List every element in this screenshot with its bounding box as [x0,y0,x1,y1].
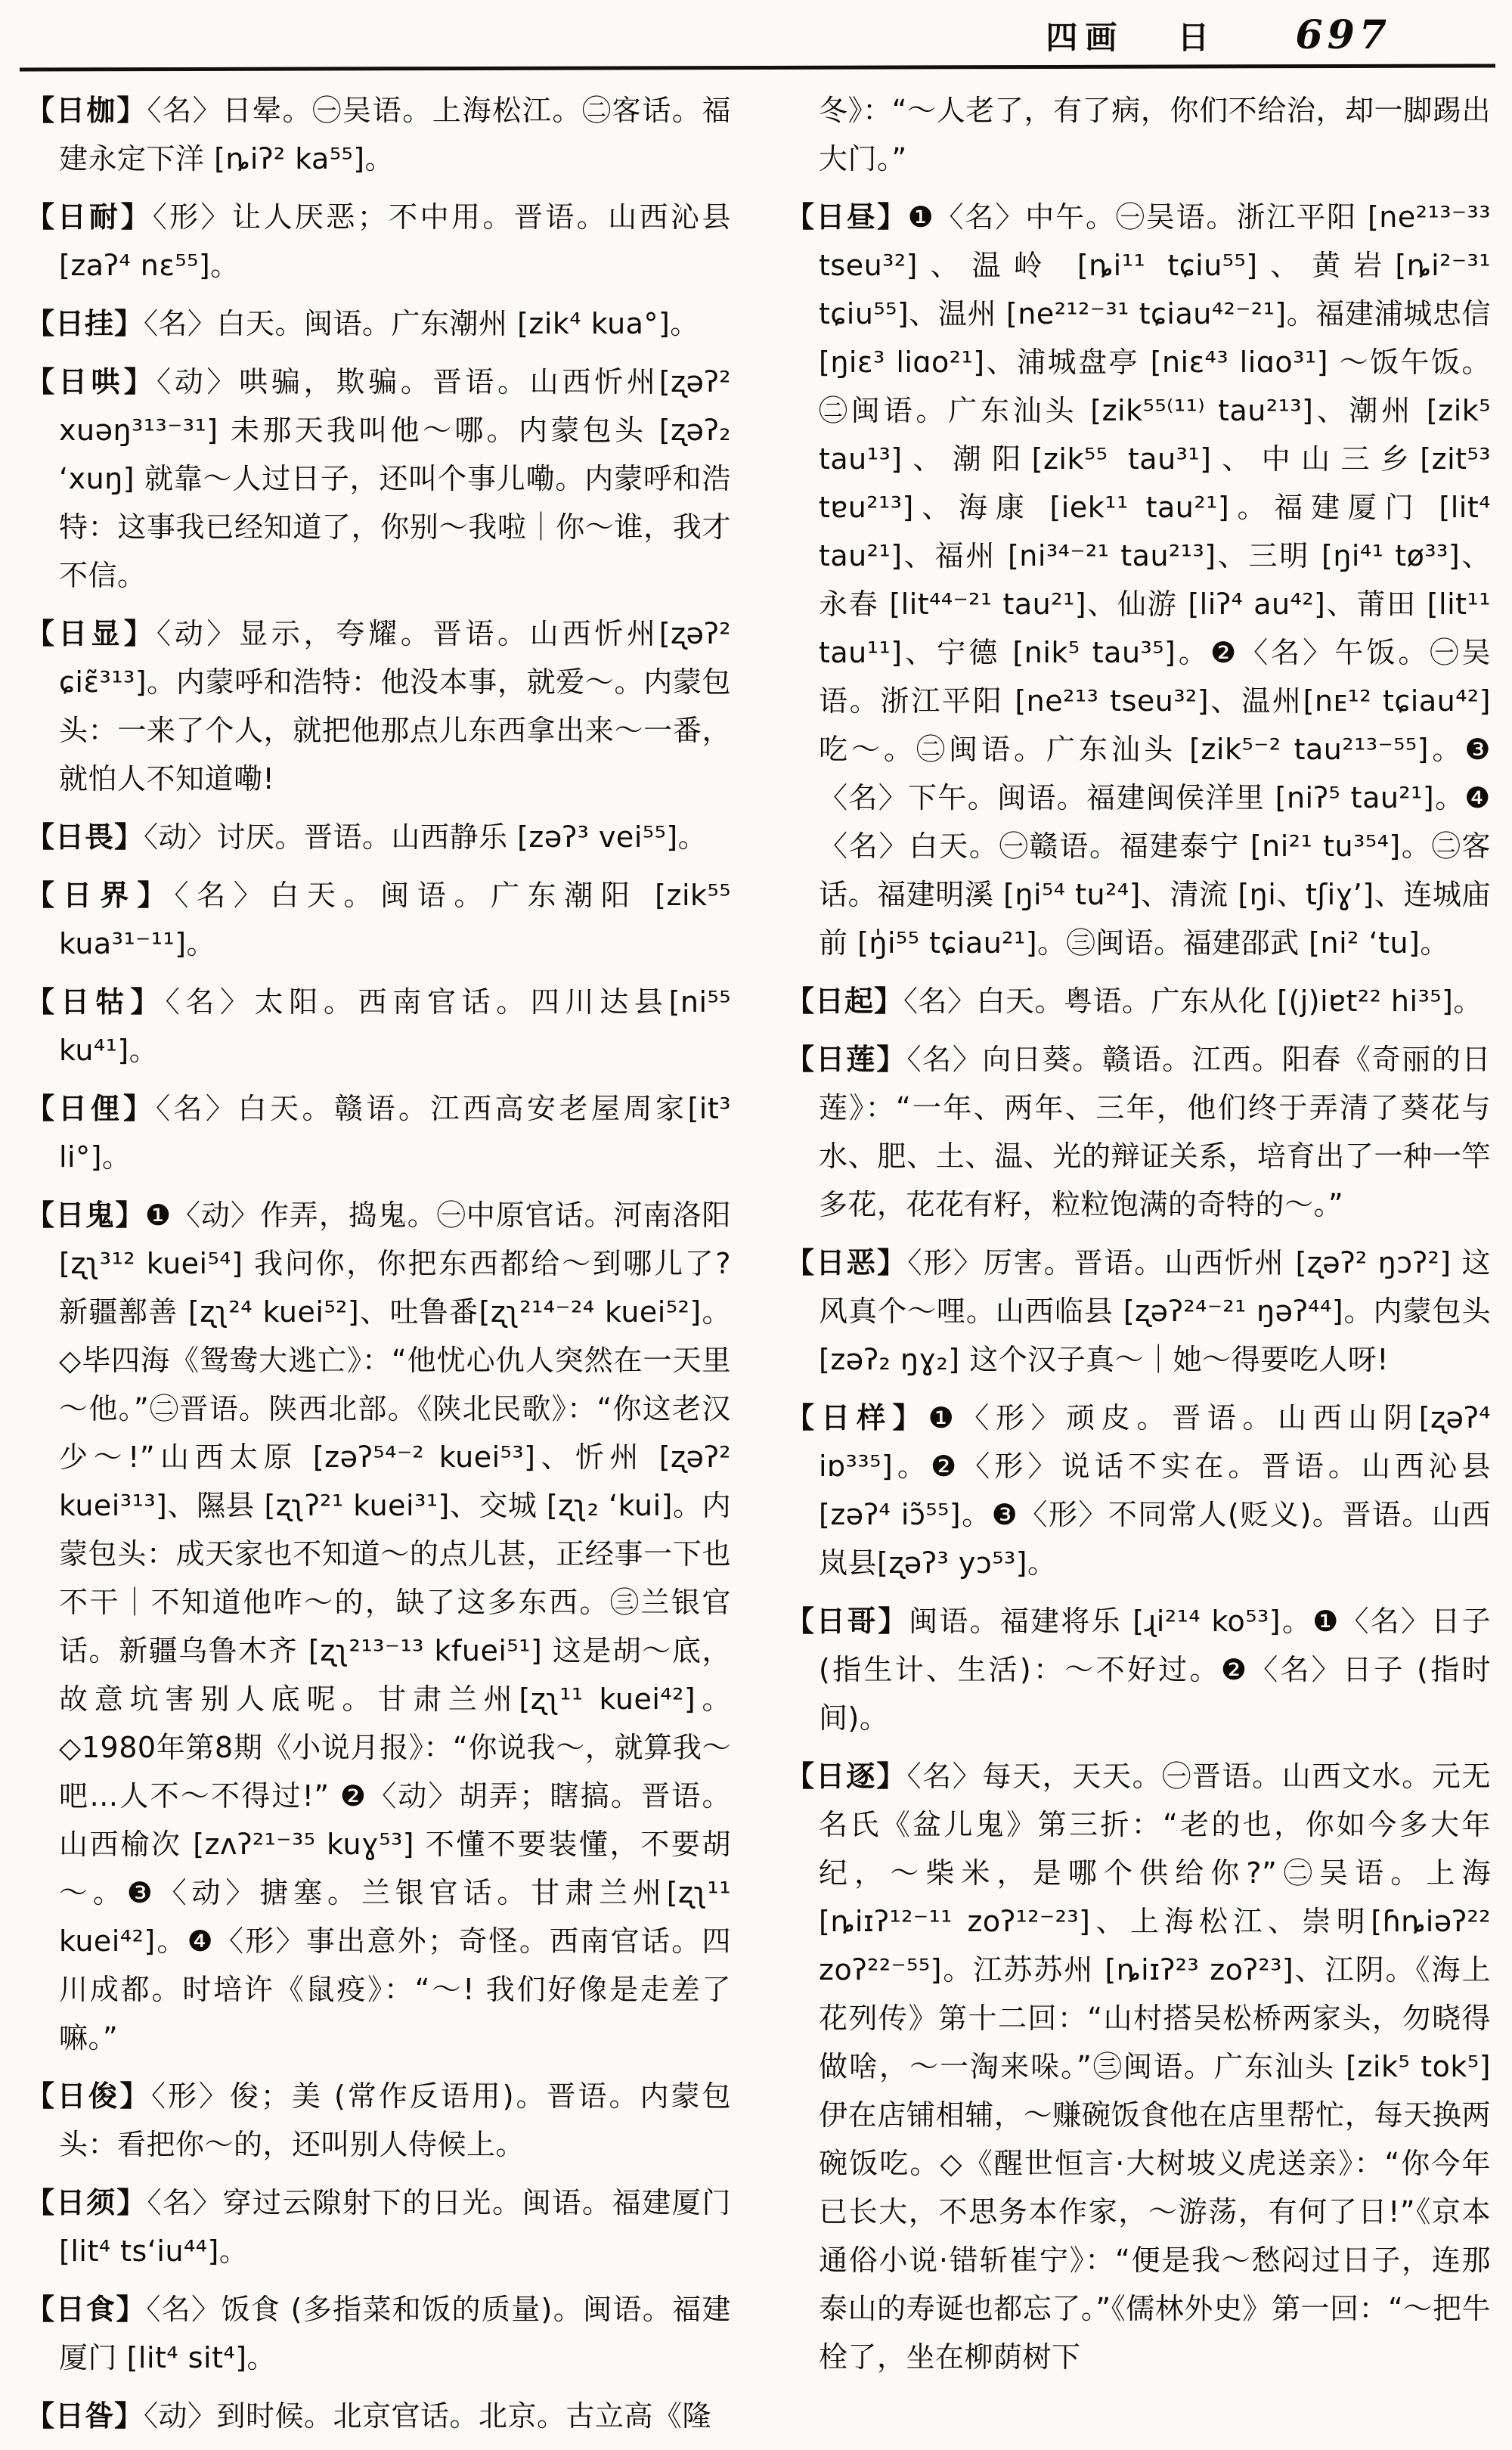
entry-headword: 【日畏】 [26,820,144,854]
dictionary-entry [26,1084,731,1181]
entry-body: 〈名〉向日葵。赣语。江西。阳春《奇丽的日莲》：“一年、两年、三年，他们终于弄清了葵花与水、肥、土、温、光的辩证关系，培育出了一种一竿多花，花花有籽，粒粒饱满的奇特的～。” [819,1043,1491,1221]
column-left [26,86,731,2450]
dictionary-entry [785,1394,1491,1587]
entry-body: ❶〈动〉作弄，捣鬼。㊀中原官话。河南洛阳 [ʐʅ³¹² kuei⁵⁴] 我问你，你把东西都给～到哪儿了? 新疆鄯善 [ʐʅ²⁴ kuei⁵²]、吐鲁番[ʐʅ²¹⁴⁻²⁴ kuei⁵²]。◇毕四海《鸳鸯大逃亡》：“他忧心仇人突然在一天里～他。”㊁晋语。陕西北部。《陕北民歌》：“你这老汉少～!”山西太原 [zəʔ⁵⁴⁻² kuei⁵³]、忻州 [ʐəʔ² kuei³¹³]、隰县 [ʐʅʔ²¹ kuei³¹]、交城 [ʐʅ₂ ʻkui]。内蒙包头：成天家也不知道～的点儿甚，正经事一下也不干｜不知道他咋～的，缺了这多东西。㊂兰银官话。新疆乌鲁木齐 [ʐʅ²¹³⁻¹³ kfuei⁵¹] 这是胡～底，故意坑害别人底呢。甘肃兰州[ʐʅ¹¹ kuei⁴²]。◇1980年第8期《小说月报》：“你说我～，就算我～吧…人不～不得过!” ❷〈动〉胡弄；瞎搞。晋语。山西榆次 [zʌʔ²¹⁻³⁵ kuɣ⁵³] 不懂不要装懂，不要胡～。❸〈动〉搪塞。兰银官话。甘肃兰州[ʐʅ¹¹ kuei⁴²]。❹〈形〉事出意外；奇怪。西南官话。四川成都。时培许《鼠疫》：“～! 我们好像是走差了嘛。” [59,1199,731,2055]
dictionary-entry [26,609,731,803]
dictionary-entry [785,193,1491,967]
dictionary-entry [26,978,731,1075]
entry-body: 〈形〉让人厌恶；不中用。晋语。山西沁县 [zaʔ⁴ nɛ⁵⁵]。 [59,200,731,282]
dictionary-entry [26,813,731,861]
column-right [785,86,1491,2450]
dictionary-entry [26,2179,731,2275]
dictionary-entry [26,2392,731,2440]
entry-headword: 【日昼】 [785,200,908,234]
entry-body: 〈名〉饭食 (多指菜和饭的质量)。闽语。福建厦门 [lit⁴ sit⁴]。 [59,2293,731,2374]
entry-headword: 【日显】 [26,617,156,650]
entry-headword: 【日枷】 [26,94,147,127]
entry-headword: 【日恶】 [785,1246,908,1279]
entry-body: 〈名〉白天。闽语。广东潮阳 [zik⁵⁵ kua³¹⁻¹¹]。 [59,879,731,960]
entry-body: 〈动〉讨厌。晋语。山西静乐 [zəʔ³ vei⁵⁵]。 [144,820,708,854]
dictionary-entry [26,2285,731,2382]
entry-body: 〈名〉日晕。㊀吴语。上海松江。㊁客话。福建永定下洋 [ȵiʔ² ka⁵⁵]。 [59,94,731,175]
dictionary-entry [785,1035,1491,1229]
entry-headword: 【日逐】 [785,1760,907,1793]
entry-body: 冬》：“～人老了，有了病，你们不给治，却一脚踢出大门。” [819,94,1491,175]
page-header [0,0,1512,66]
entry-headword: 【日哄】 [26,365,156,399]
section-label: 四画 [1046,19,1125,56]
entry-headword: 【日鬼】 [26,1199,145,1232]
entry-headword: 【日样】 [785,1401,928,1434]
entry-body: ❶〈名〉中午。㊀吴语。浙江平阳 [ne²¹³⁻³³ tseu³²]、温岭 [ȵi¹¹ tɕiu⁵⁵]、黄岩[ȵi²⁻³¹ tɕiu⁵⁵]、温州 [ne²¹²⁻³¹ tɕiau⁴²⁻²¹]。福建浦城忠信 [ŋiɛ³ liɑo²¹]、浦城盘亭 [niɛ⁴³ liɑo³¹] ～饭午饭。㊁闽语。广东汕头 [zik⁵⁵⁽¹¹⁾ tau²¹³]、潮州 [zik⁵ tau¹³]、潮阳[zik⁵⁵ tau³¹]、中山三乡[zit⁵³ tɐu²¹³]、海康 [iek¹¹ tau²¹]。福建厦门 [lit⁴ tau²¹]、福州 [ni³⁴⁻²¹ tau²¹³]、三明 [ŋi⁴¹ tø³³]、永春 [lit⁴⁴⁻²¹ tau²¹]、仙游 [liʔ⁴ au⁴²]、莆田 [lit¹¹ tau¹¹]、宁德 [nik⁵ tau³⁵]。❷〈名〉午饭。㊀吴语。浙江平阳 [ne²¹³ tseu³²]、温州[nᴇ¹² tɕiau⁴²]吃～。㊁闽语。广东汕头 [zik⁵⁻² tau²¹³⁻⁵⁵]。❸〈名〉下午。闽语。福建闽侯洋里 [niʔ⁵ tau²¹]。❹〈名〉白天。㊀赣语。福建泰宁 [ni²¹ tu³⁵⁴]。㊁客话。福建明溪 [ŋi⁵⁴ tu²⁴]、清流 [ŋi、tʃiɣʼ]、连城庙前 [ŋ̍i⁵⁵ tɕiau²¹]。㊂闽语。福建邵武 [ni² ʻtu]。 [819,200,1491,960]
entry-headword: 【日耐】 [26,200,153,234]
dictionary-entry [26,299,731,348]
entry-body: 〈名〉白天。赣语。江西高安老屋周家[it³ li°]。 [59,1092,731,1174]
entry-headword: 【日哥】 [785,1605,909,1638]
entry-headword: 【日界】 [26,879,175,912]
entry-headword: 【日莲】 [785,1043,907,1076]
page-number: 697 [1295,12,1391,58]
dictionary-entry [785,1597,1491,1742]
entry-body: 〈名〉白天。闽语。广东潮州 [zik⁴ kua°]。 [144,307,699,340]
entry-body: 〈名〉太阳。西南官话。四川达县[ni⁵⁵ ku⁴¹]。 [59,985,731,1067]
entry-body: 〈名〉白天。粤语。广东从化 [(j)iɐt²² hi³⁵]。 [903,985,1483,1018]
entry-headword: 【日须】 [26,2186,147,2219]
entry-continuation [785,86,1491,183]
text-columns [0,70,1512,2450]
entry-body: 〈名〉穿过云隙射下的日光。闽语。福建厦门 [lit⁴ tsʻiu⁴⁴]。 [59,2186,731,2268]
entry-body: 〈动〉到时候。北京官话。北京。古立高《隆 [144,2399,712,2433]
entry-body: 〈动〉哄骗，欺骗。晋语。山西忻州[ʐəʔ² xuəŋ³¹³⁻³¹] 未那天我叫他～哪。内蒙包头 [ʐəʔ₂ ʻxuŋ] 就靠～人过日子，还叫个事儿嘞。内蒙呼和浩特：这事我已经知道了，你别～我啦｜你～谁，我才不信。 [59,365,731,592]
dictionary-entry [785,1239,1491,1384]
dictionary-entry [26,2072,731,2169]
dictionary-entry [26,1191,731,2062]
dictionary-entry [26,871,731,968]
entry-headword: 【日牯】 [26,985,166,1019]
entry-headword: 【日昝】 [26,2399,144,2433]
entry-headword: 【日起】 [785,985,904,1018]
dictionary-entry [26,358,731,600]
dictionary-entry [785,1752,1491,2381]
radical-label: 日 [1177,19,1217,56]
entry-body: 〈名〉每天，天天。㊀晋语。山西文水。元无名氏《盆儿鬼》第三折：“老的也，你如今多大年纪，～柴米，是哪个供给你?”㊁吴语。上海 [ȵiɪʔ¹²⁻¹¹ zoʔ¹²⁻²³]、上海松江、崇明[ɦȵiəʔ²² zoʔ²²⁻⁵⁵]。江苏苏州 [ȵiɪʔ²³ zoʔ²³]、江阴。《海上花列传》第十二回：“山村搭吴松桥两家头，勿晓得做啥，～一淘来哚。”㊂闽语。广东汕头 [zik⁵ tok⁵] 伊在店铺相辅，～赚碗饭食他在店里帮忙，每天换两碗饭吃。◇《醒世恒言·大树坡义虎送亲》：“你今年已长大，不思务本作家，～游荡，有何了日!”《京本通俗小说·错斩崔宁》：“便是我～愁闷过日子，连那泰山的寿诞也都忘了。”《儒林外史》第一回：“～把牛栓了，坐在柳荫树下 [819,1760,1491,2374]
dictionary-entry [26,193,731,290]
dictionary-entry [26,86,731,183]
entry-body: ❶〈形〉顽皮。晋语。山西山阴[ʐəʔ⁴ iɒ³³⁵]。❷〈形〉说话不实在。晋语。山西沁县 [zəʔ⁴ iɔ̃⁵⁵]。❸〈形〉不同常人(贬义)。晋语。山西岚县[ʐəʔ³ yɔ⁵³]。 [819,1401,1491,1580]
dictionary-entry [785,977,1491,1025]
entry-body: 〈动〉显示，夸耀。晋语。山西忻州[ʐəʔ² ɕiɛ̃³¹³]。内蒙呼和浩特：他没本事，就爱～。内蒙包头：一来了个人，就把他那点儿东西拿出来～一番，就怕人不知道嘞! [59,617,731,795]
entry-body: 〈形〉俊；美 (常作反语用)。晋语。内蒙包头：看把你～的，还叫别人侍候上。 [59,2079,731,2161]
entry-body: 闽语。福建将乐 [ɻi²¹⁴ ko⁵³]。❶〈名〉日子 (指生计、生活)：～不好过。❷〈名〉日子 (指时间)。 [819,1605,1491,1735]
entry-body: 〈形〉厉害。晋语。山西忻州 [ʐəʔ² ŋɔʔ²] 这风真个～哩。山西临县 [ʐəʔ²⁴⁻²¹ ŋəʔ⁴⁴]。内蒙包头 [zəʔ₂ ŋɣ₂] 这个汉子真～｜她～得要吃人呀! [819,1246,1491,1376]
entry-headword: 【日挂】 [26,307,144,340]
entry-headword: 【日食】 [26,2293,147,2326]
entry-headword: 【日俚】 [26,1092,156,1125]
entry-headword: 【日俊】 [26,2079,151,2113]
